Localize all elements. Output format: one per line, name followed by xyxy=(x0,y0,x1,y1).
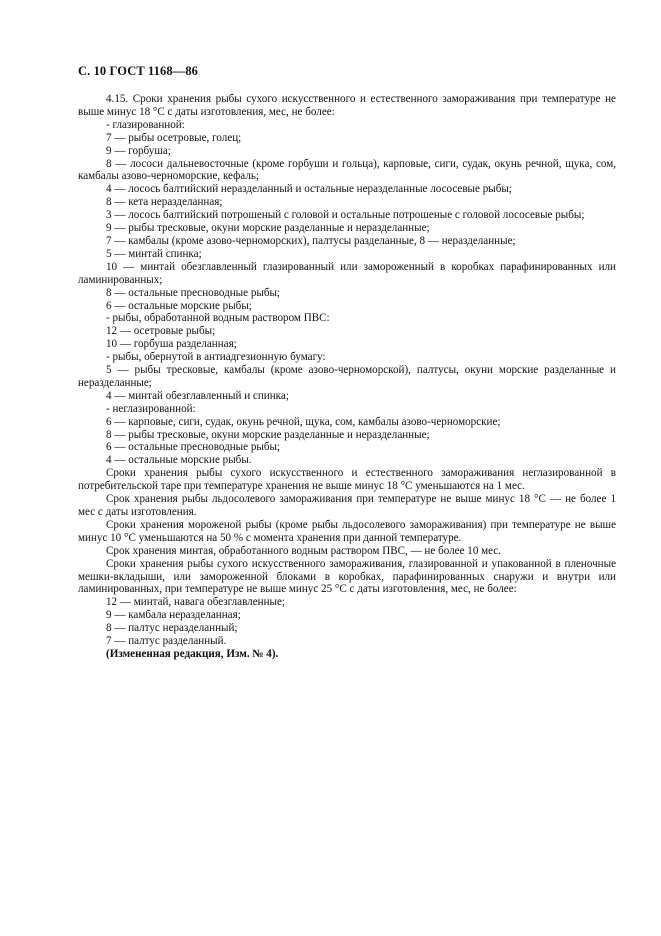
list-item: 5 — рыбы тресковые, камбалы (кроме азово-черноморской), палтусы, окуни морские разделанные и неразделанные; xyxy=(78,364,616,389)
list-item: 8 — остальные пресноводные рыбы; xyxy=(106,286,281,299)
list-item: 7 — рыбы осетровые, голец; xyxy=(106,131,242,144)
list-item: 8 — лососи дальневосточные (кроме горбуши и гольца), карповые, сиги, судак, окунь речной, щука, сом, камбалы азово-черноморские, кефаль; xyxy=(78,157,616,183)
paragraph-4-15: 4.15. Сроки хранения рыбы сухого искусственного и естественного замораживания при температуре не выше минус 18 °С с даты изготовления, мес, не более: xyxy=(78,93,616,118)
list-item: 6 — остальные пресноводные рыбы; xyxy=(106,441,281,454)
list-item: 6 — остальные морские рыбы; xyxy=(106,299,252,312)
list-item: 8 — палтус неразделанный; xyxy=(106,622,238,635)
list-heading-paper: - рыбы, обернутой в антиадгезионную бумагу: xyxy=(106,351,326,364)
list-item: 9 — рыбы тресковые, окуни морские разделанные и неразделанные; xyxy=(106,222,430,235)
list-item: 8 — кета неразделанная; xyxy=(106,196,223,209)
list-item: 4 — остальные морские рыбы. xyxy=(106,454,252,467)
list-item: 6 — карповые, сиги, судак, окунь речной, щука, сом, камбалы азово-черноморские; xyxy=(106,415,501,428)
list-item: 4 — минтай обезглавленный и спинка; xyxy=(106,389,289,402)
list-item: 10 — минтай обезглавленный глазированный или замороженный в коробках парафинированных или ламинированных; xyxy=(78,260,616,286)
list-item: 9 — горбуша; xyxy=(106,144,171,157)
list-item: 12 — минтай, навага обезглавленные; xyxy=(106,596,285,609)
list-heading-unglazed: - неглазированной: xyxy=(106,402,196,415)
list-item: 5 — минтай спинка; xyxy=(106,247,202,260)
paragraph: Срок хранения минтая, обработанного водным раствором ПВС, — не более 10 мес. xyxy=(106,544,502,557)
list-item: 3 — лосось балтийский потрошеный с головой и остальные потрошеные с головой лососевые рыбы; xyxy=(106,209,585,222)
document-body xyxy=(78,93,616,661)
page-header: С. 10 ГОСТ 1168—86 xyxy=(78,64,199,78)
list-item: 8 — рыбы тресковые, окуни морские разделанные и неразделанные; xyxy=(106,428,430,441)
list-item: 9 — камбала неразделанная; xyxy=(106,609,241,622)
paragraph: Срок хранения рыбы льдосолевого замораживания при температуре не выше минус 18 °С — не более 1 мес с даты изготовления. xyxy=(78,493,616,518)
list-item: 7 — палтус разделанный. xyxy=(106,635,227,648)
list-item: 4 — лосось балтийский неразделанный и остальные неразделанные лососевые рыбы; xyxy=(106,183,512,196)
list-item: 10 — горбуша разделанная; xyxy=(106,338,237,351)
amendment-note: (Измененная редакция, Изм. № 4). xyxy=(106,647,279,660)
list-heading-glazed: - глазированной: xyxy=(106,118,185,131)
paragraph: Сроки хранения рыбы сухого искусственного и естественного замораживания неглазированной в потребительской таре при температуре хранения не выше минус 18 °С уменьшаются на 1 мес. xyxy=(78,467,616,493)
list-item: 7 — камбалы (кроме азово-черноморских), палтусы разделанные, 8 — неразделанные; xyxy=(106,234,516,247)
list-heading-pvs: - рыбы, обработанной водным раствором ПВС: xyxy=(106,312,330,325)
list-item: 12 — осетровые рыбы; xyxy=(106,325,216,338)
paragraph: Сроки хранения мороженой рыбы (кроме рыбы льдосолевого замораживания) при температуре не выше минус 10 °С уменьшаются на 50 % с момента хранения при данной температуре. xyxy=(78,518,616,544)
paragraph: Сроки хранения рыбы сухого искусственного замораживания, глазированной и упакованной в пленочные мешки-вкладыши, или замороженной блоками в коробках, парафинированных снаружи и внутри или ламинированных, при температуре не выше минус 25 °С с даты изготовления, мес, не более: xyxy=(78,557,616,596)
